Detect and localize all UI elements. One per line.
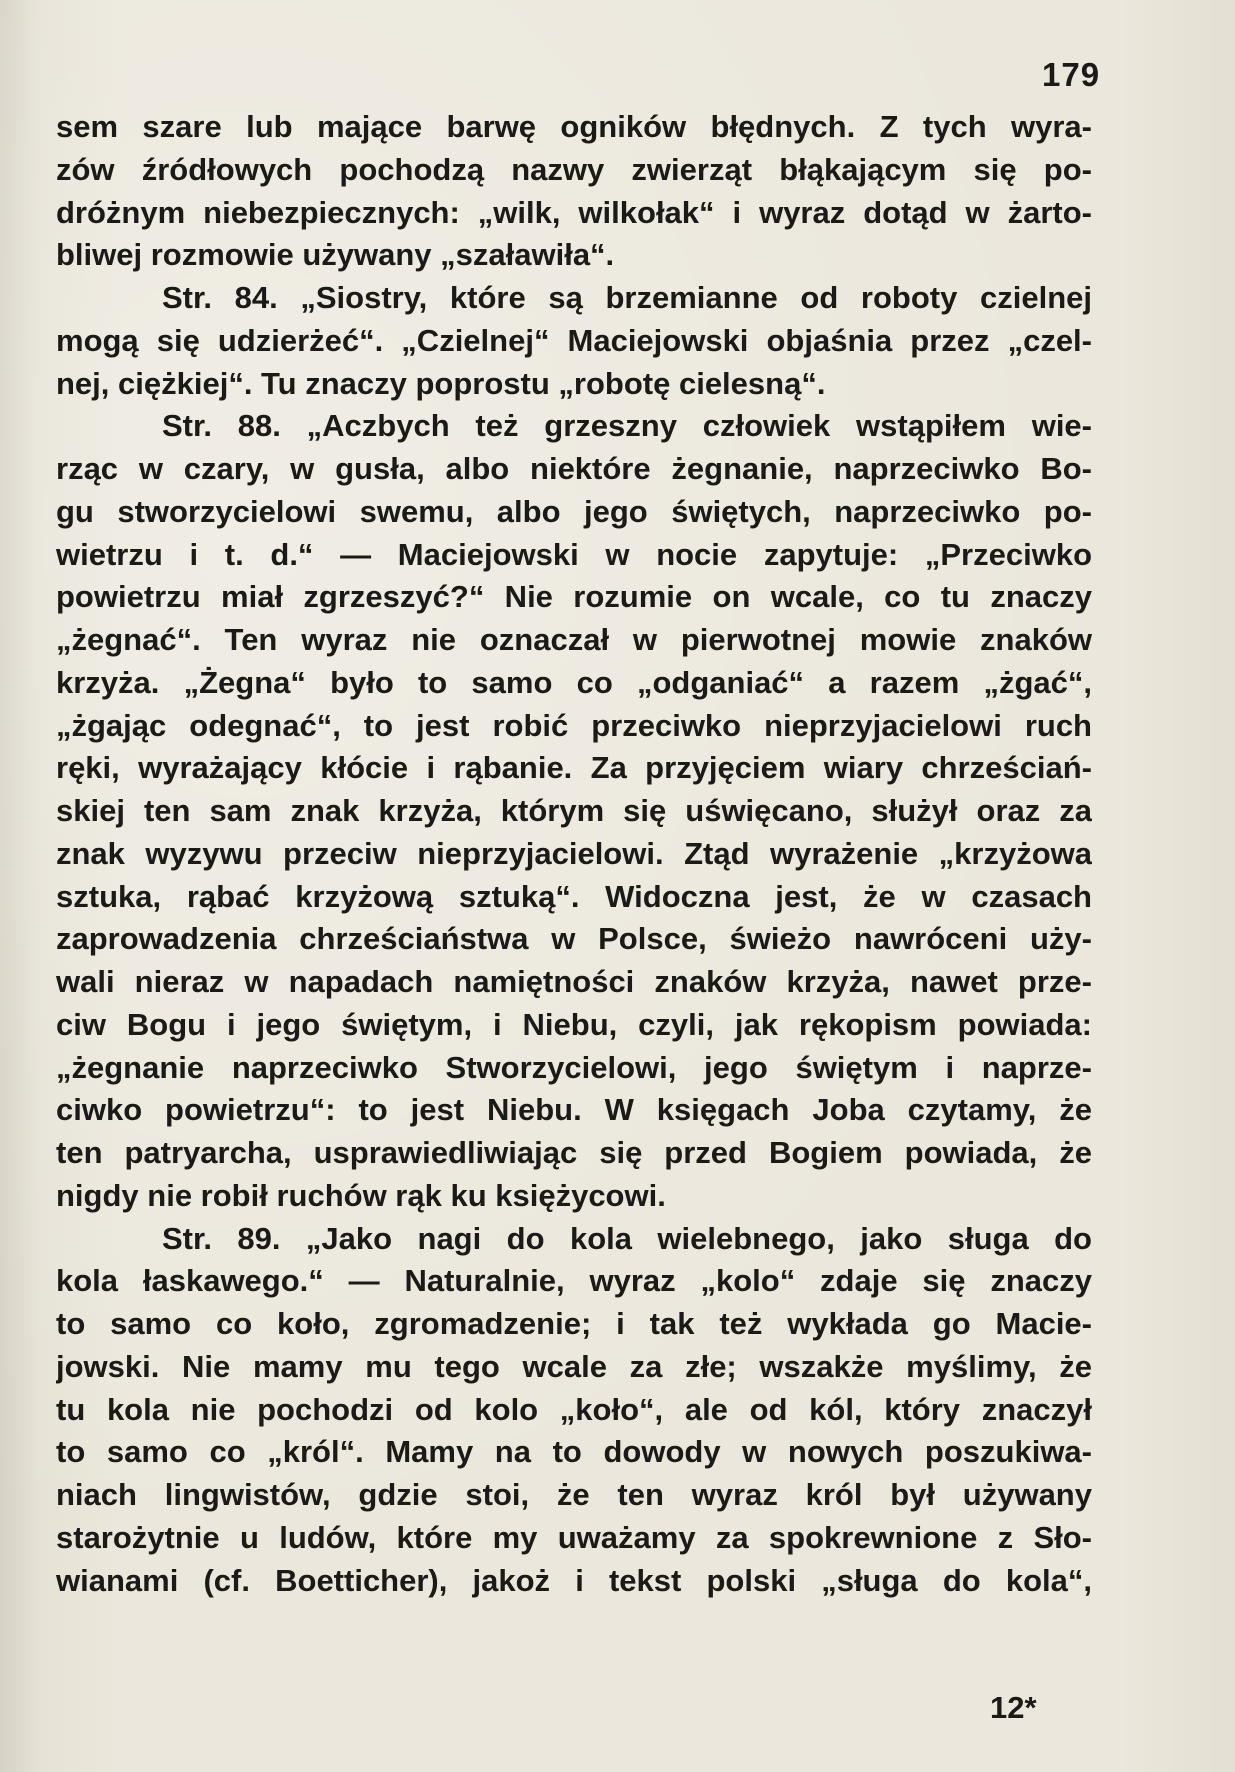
text-line: dróżnym niebezpiecznych: „wilk, wilkołak“ i wyraz dotąd w żarto- [56,194,1092,230]
text-line: ręki, wyrażający kłócie i rąbanie. Za przyjęciem wiary chrześciań- [56,750,1092,786]
text-line: rząc w czary, w gusła, albo niektóre żegnanie, naprzeciwko Bo- [56,451,1092,486]
text-line: „żgając odegnać“, to jest robić przeciwko nieprzyjacielowi ruch [56,707,1092,743]
text-line: nej, ciężkiej“. Tu znaczy poprostu „robotę cielesną“. [56,365,826,401]
text-line: to samo co „król“. Mamy na to dowody w nowych poszukiwa- [56,1434,1092,1470]
text-line: jowski. Nie mamy mu tego wcale za złe; wszakże myślimy, że [56,1348,1092,1384]
text-line: Str. 89. „Jako nagi do kola wielebnego, jako sługa do [162,1220,1092,1256]
text-line: znak wyzywu przeciw nieprzyjacielowi. Ztąd wyrażenie „krzyżowa [56,835,1092,871]
text-line: krzyża. „Żegna“ było to samo co „odganiać“ a razem „żgać“, [56,664,1092,700]
text-line: kola łaskawego.“ — Naturalnie, wyraz „kolo“ zdaje się znaczy [56,1263,1092,1299]
text-line: wianami (cf. Boetticher), jakoż i tekst polski „sługa do kola“, [56,1562,1092,1598]
text-line: sztuka, rąbać krzyżową sztuką“. Widoczna jest, że w czasach [56,878,1092,914]
text-line: skiej ten sam znak krzyża, którym się uświęcano, służył oraz za [56,793,1092,828]
text-line: sem szare lub mające barwę ogników błędnych. Z tych wyra- [56,109,1092,144]
text-line: zaprowadzenia chrześciaństwa w Polsce, świeżo nawróceni uży- [56,921,1092,957]
text-line: Str. 84. „Siostry, które są brzemianne od roboty czielnej [162,280,1092,315]
signature-mark: 12* [990,1690,1037,1725]
text-line: wali nieraz w napadach namiętności znaków krzyża, nawet prze- [56,964,1092,999]
text-line: „żegnanie naprzeciwko Stworzycielowi, jego świętym i naprze- [56,1049,1092,1085]
text-line: ten patryarcha, usprawiedliwiając się przed Bogiem powiada, że [56,1135,1092,1170]
text-line: mogą się udzierżeć“. „Czielnej“ Maciejowski objaśnia przez „czel- [56,322,1092,358]
body-text [56,106,1092,1602]
text-line: wietrzu i t. d.“ — Maciejowski w nocie zapytuje: „Przeciwko [56,536,1092,572]
text-line: ciw Bogu i jego świętym, i Niebu, czyli, jak rękopism powiada: [56,1006,1092,1042]
text-line: gu stworzycielowi swemu, albo jego świętych, naprzeciwko po- [56,493,1092,529]
text-line: niach lingwistów, gdzie stoi, że ten wyraz król był używany [56,1477,1092,1512]
text-line: zów źródłowych pochodzą nazwy zwierząt błąkającym się po- [56,151,1092,187]
text-line: ciwko powietrzu“: to jest Niebu. W księgach Joba czytamy, że [56,1092,1092,1128]
page-number: 179 [1042,56,1101,93]
text-line: to samo co koło, zgromadzenie; i tak też wykłada go Macie- [56,1306,1092,1341]
text-line: nigdy nie robił ruchów rąk ku księżycowi. [56,1177,666,1213]
text-line: tu kola nie pochodzi od kolo „koło“, ale od kól, który znaczył [56,1391,1092,1427]
text-line: Str. 88. „Aczbych też grzeszny człowiek wstąpiłem wie- [162,408,1092,444]
text-line: starożytnie u ludów, które my uważamy za spokrewnione z Sło- [56,1519,1092,1555]
text-line: powietrzu miał zgrzeszyć?“ Nie rozumie on wcale, co tu znaczy [56,579,1092,615]
text-line: bliwej rozmowie używany „szaławiła“. [56,237,615,273]
text-line: „żegnać“. Ten wyraz nie oznaczał w pierwotnej mowie znaków [56,622,1092,657]
